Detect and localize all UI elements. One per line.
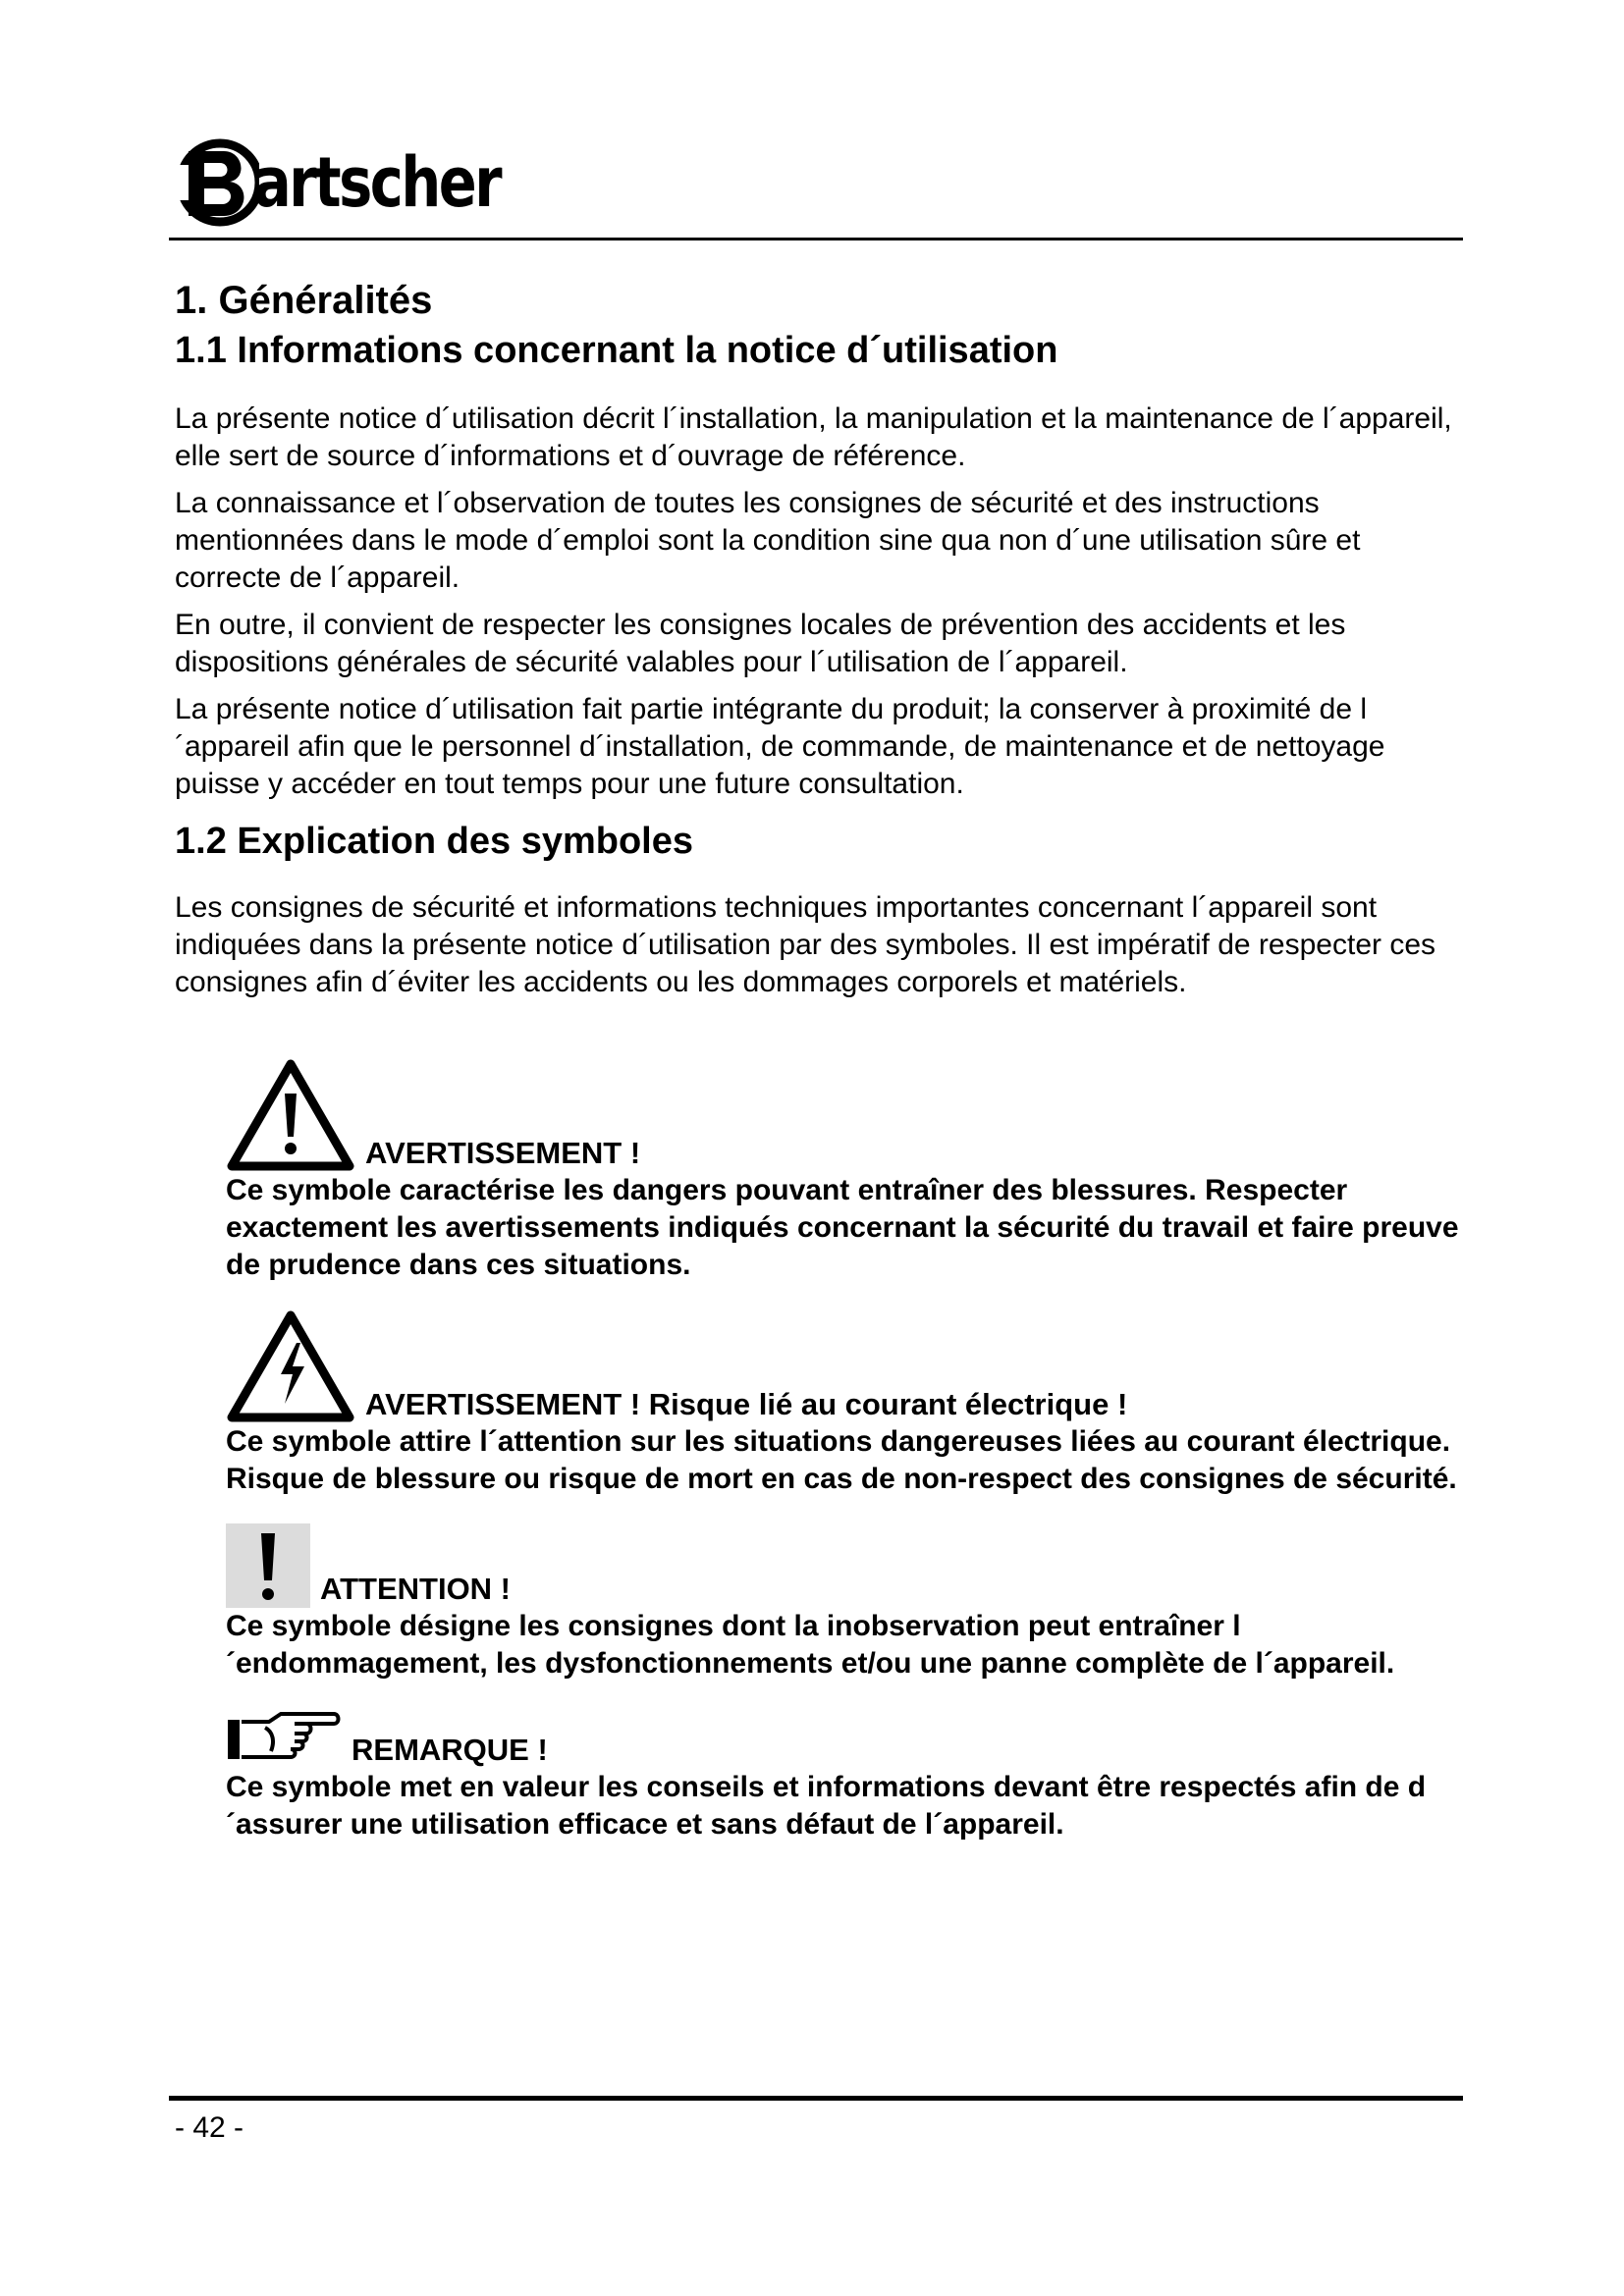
- brand-name: artscher: [253, 142, 501, 223]
- symbol-electric-warning: [226, 1309, 1483, 1498]
- symbol-description: Ce symbole met en valeur les conseils et informations devant être respectés afin de d´assurer une utilisation efficace et sans défaut de l´appareil.: [226, 1771, 1427, 1841]
- paragraph: Les consignes de sécurité et informations techniques importantes concernant l´appareil sont indiquées dans la présente notice d´utilisation par des symboles. Il est impératif de respecter ces consignes afin d´éviter les accidents ou les dommages corporels et matériels.: [175, 891, 1436, 998]
- symbol-description: Ce symbole caractérise les dangers pouvant entraîner des blessures. Respecter exactement les avertissements indiqués concernant la sécurité du travail et faire preuve de prudence dans ces situations.: [226, 1174, 1459, 1281]
- subsection-title-1-2: 1.2 Explication des symboles: [175, 821, 693, 862]
- paragraph: La présente notice d´utilisation décrit l´installation, la manipulation et la maintenance de l´appareil, elle sert de source d´informations et d´ouvrage de référence.: [175, 402, 1452, 472]
- symbol-list: [226, 1058, 1483, 1869]
- paragraph: La présente notice d´utilisation fait partie intégrante du produit; la conserver à proximité de l´appareil afin que le personnel d´installation, de commande, de maintenance et de nettoyage puisse y accéder en tout temps pour une future consultation.: [175, 693, 1385, 800]
- footer-rule: [169, 2096, 1463, 2101]
- bartscher-logo-icon: [175, 137, 259, 228]
- symbol-title: AVERTISSEMENT !: [365, 1136, 641, 1170]
- symbol-description: Ce symbole attire l´attention sur les situations dangereuses liées au courant électrique. Risque de blessure ou risque de mort en cas de non-respect des consignes de sécurité.: [226, 1425, 1457, 1495]
- symbol-attention: [226, 1523, 1483, 1682]
- main-content: [175, 275, 1471, 1011]
- symbol-title: ATTENTION !: [320, 1572, 512, 1606]
- symbol-description: Ce symbole désigne les consignes dont la inobservation peut entraîner l´endommagement, les dysfonctionnements et/ou une panne complète de l´appareil.: [226, 1610, 1395, 1680]
- section-title: 1. Généralités: [175, 279, 433, 322]
- pointing-hand-icon: [226, 1708, 342, 1769]
- page-number: - 42 -: [175, 2111, 244, 2144]
- electric-warning-icon: [226, 1309, 355, 1423]
- attention-exclamation-icon: [226, 1523, 310, 1608]
- paragraph: En outre, il convient de respecter les consignes locales de prévention des accidents et les dispositions générales de sécurité valables pour l´utilisation de l´appareil.: [175, 609, 1346, 678]
- symbol-remark: [226, 1708, 1483, 1843]
- paragraph: La connaissance et l´observation de toutes les consignes de sécurité et des instructions mentionnées dans le mode d´emploi sont la condition sine qua non d´une utilisation sûre et correcte de l´appareil.: [175, 487, 1361, 594]
- symbol-title: REMARQUE !: [352, 1733, 548, 1767]
- symbol-title: AVERTISSEMENT ! Risque lié au courant électrique !: [365, 1387, 1128, 1421]
- warning-triangle-icon: [226, 1058, 355, 1172]
- symbol-warning: [226, 1058, 1483, 1284]
- brand-logo: [175, 135, 554, 230]
- subsection-title-1-1: 1.1 Informations concernant la notice d´utilisation: [175, 330, 1058, 371]
- header-rule: [169, 238, 1463, 240]
